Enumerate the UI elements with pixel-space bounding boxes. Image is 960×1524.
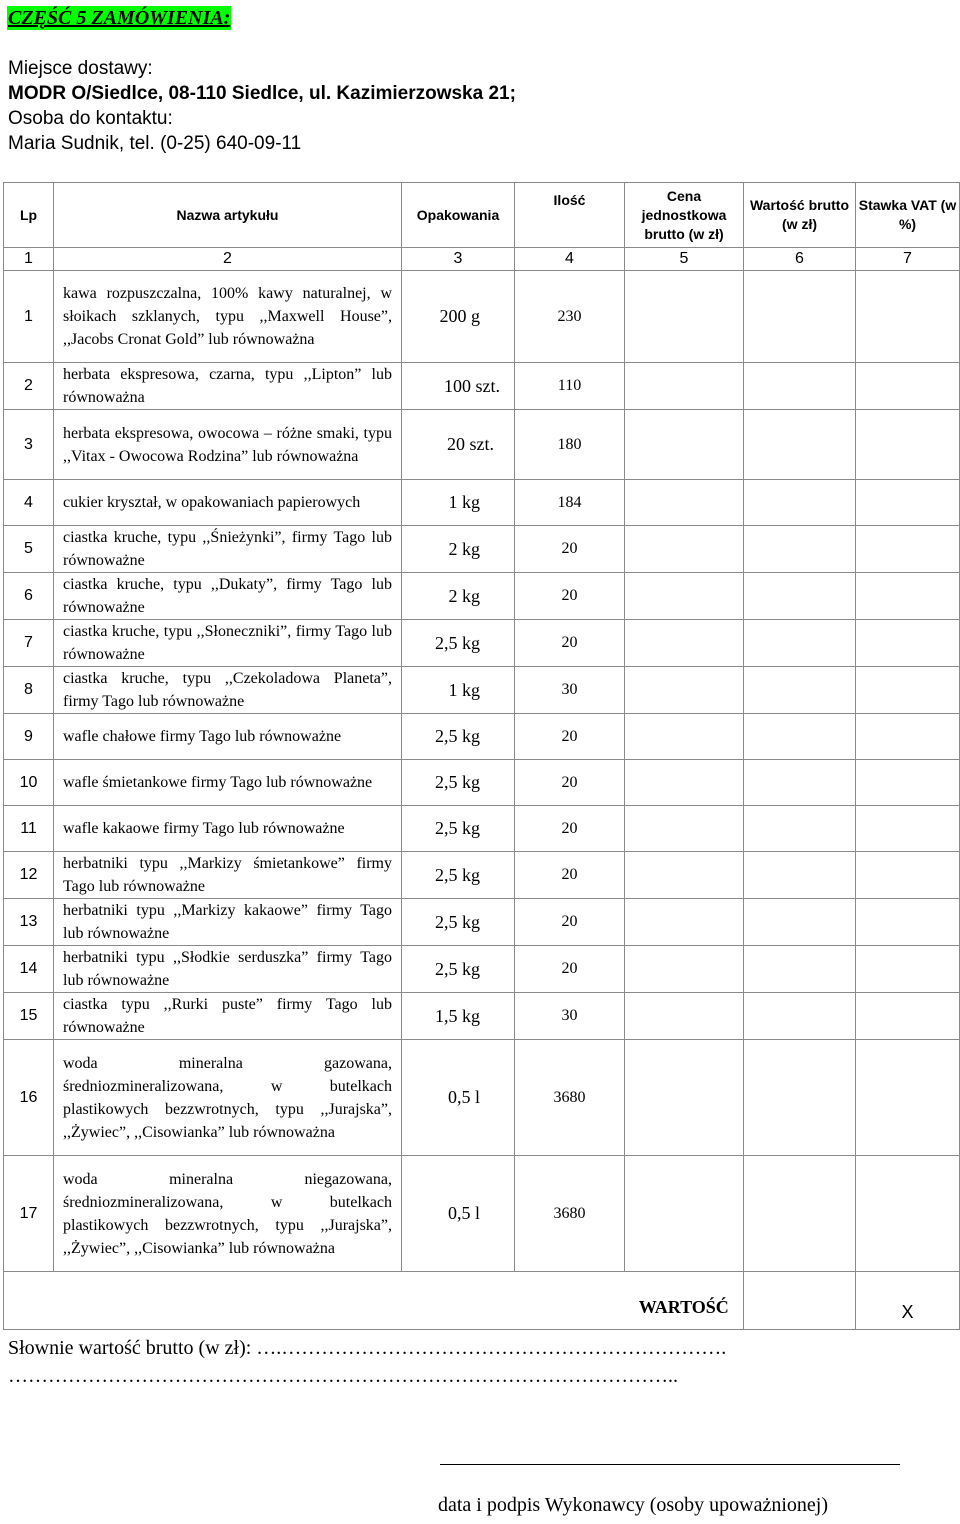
row-pack: 1 kg [402,667,515,714]
signature-label: data i podpis Wykonawcy (osoby upoważnionej) [438,1494,829,1516]
row-pack: 0,5 l [402,1156,515,1272]
row-qty: 184 [515,480,625,526]
row-gross-value[interactable] [744,852,856,899]
row-lp: 16 [4,1040,54,1156]
row-qty: 20 [515,899,625,946]
row-vat[interactable] [856,946,960,993]
row-lp: 5 [4,526,54,573]
row-gross-value[interactable] [744,573,856,620]
row-unit-price[interactable] [625,806,744,852]
header-name: Nazwa artykułu [54,183,402,248]
row-unit-price[interactable] [625,852,744,899]
column-number: 3 [402,248,515,271]
delivery-info [8,56,516,156]
row-unit-price[interactable] [625,760,744,806]
row-gross-value[interactable] [744,620,856,667]
total-spacer [4,1272,625,1330]
column-number: 1 [4,248,54,271]
total-value[interactable] [744,1272,856,1330]
row-name: herbata ekspresowa, czarna, typu ,,Lipton” lub równoważna [54,363,402,410]
row-qty: 3680 [515,1156,625,1272]
row-vat[interactable] [856,363,960,410]
row-vat[interactable] [856,480,960,526]
table-row [4,1040,960,1156]
row-name: wafle śmietankowe firmy Tago lub równoważne [54,760,402,806]
row-qty: 20 [515,760,625,806]
row-qty: 110 [515,363,625,410]
row-vat[interactable] [856,852,960,899]
row-vat[interactable] [856,1040,960,1156]
part-title: CZĘŚĆ 5 ZAMÓWIENIA: [8,7,231,29]
table-row [4,363,960,410]
row-name: woda mineralna gazowana, średniozmineralizowana, w butelkach plastikowych bezzwrotnych, typu ,,Jurajska”, ,,Żywiec”, ,,Cisowianka” lub równoważna [54,1040,402,1156]
header-qty: Ilość [515,183,625,248]
row-pack: 2 kg [402,526,515,573]
row-vat[interactable] [856,806,960,852]
row-gross-value[interactable] [744,1156,856,1272]
row-qty: 20 [515,714,625,760]
row-pack: 2,5 kg [402,946,515,993]
column-number: 7 [856,248,960,271]
table-row [4,899,960,946]
row-unit-price[interactable] [625,410,744,480]
row-lp: 1 [4,271,54,363]
row-gross-value[interactable] [744,714,856,760]
row-unit-price[interactable] [625,480,744,526]
row-name: ciastka kruche, typu ,,Dukaty”, firmy Tago lub równoważne [54,573,402,620]
total-vat-mark: X [856,1272,960,1330]
row-lp: 10 [4,760,54,806]
row-lp: 12 [4,852,54,899]
row-name: woda mineralna niegazowana, średniozmineralizowana, w butelkach plastikowych bezzwrotnych, typu ,,Jurajska”, ,,Żywiec”, ,,Cisowianka” lub równoważna [54,1156,402,1272]
row-unit-price[interactable] [625,899,744,946]
delivery-address: MODR O/Siedlce, 08-110 Siedlce, ul. Kazimierzowska 21; [8,83,516,104]
contact-person: Maria Sudnik, tel. (0-25) 640-09-11 [8,133,302,154]
row-pack: 2,5 kg [402,620,515,667]
header-vat: Stawka VAT (w %) [856,183,960,248]
signature-line [440,1464,900,1465]
row-gross-value[interactable] [744,667,856,714]
table-row [4,271,960,363]
row-gross-value[interactable] [744,806,856,852]
row-pack: 2,5 kg [402,806,515,852]
row-lp: 6 [4,573,54,620]
row-pack: 100 szt. [402,363,515,410]
total-label: WARTOŚĆ [625,1272,744,1330]
row-unit-price[interactable] [625,1156,744,1272]
row-vat[interactable] [856,667,960,714]
row-qty: 30 [515,667,625,714]
row-lp: 2 [4,363,54,410]
row-qty: 20 [515,526,625,573]
row-qty: 20 [515,573,625,620]
row-lp: 13 [4,899,54,946]
row-vat[interactable] [856,573,960,620]
row-lp: 9 [4,714,54,760]
table-row [4,760,960,806]
column-number: 4 [515,248,625,271]
row-qty: 3680 [515,1040,625,1156]
row-gross-value[interactable] [744,946,856,993]
table-row [4,620,960,667]
row-name: herbatniki typu ,,Markizy kakaowe” firmy Tago lub równoważne [54,899,402,946]
amount-in-words: Słownie wartość brutto (w zł): ….…………………………………………………………. [8,1337,727,1359]
row-gross-value[interactable] [744,410,856,480]
row-gross-value[interactable] [744,1040,856,1156]
table-row [4,714,960,760]
row-pack: 200 g [402,271,515,363]
row-lp: 11 [4,806,54,852]
row-unit-price[interactable] [625,363,744,410]
table-row [4,993,960,1040]
column-number: 5 [625,248,744,271]
row-gross-value[interactable] [744,363,856,410]
row-unit-price[interactable] [625,993,744,1040]
row-vat[interactable] [856,760,960,806]
column-number-row [4,248,960,271]
row-lp: 8 [4,667,54,714]
row-gross-value[interactable] [744,271,856,363]
header-row [4,183,960,248]
row-pack: 1,5 kg [402,993,515,1040]
amount-in-words-continuation: ……………………………………………………………………………………….. [8,1365,678,1387]
row-lp: 15 [4,993,54,1040]
row-lp: 7 [4,620,54,667]
table-row [4,1156,960,1272]
header-unit-price: Cena jednostkowa brutto (w zł) [625,183,744,248]
row-vat[interactable] [856,410,960,480]
row-gross-value[interactable] [744,899,856,946]
row-vat[interactable] [856,993,960,1040]
row-unit-price[interactable] [625,620,744,667]
row-name: wafle kakaowe firmy Tago lub równoważne [54,806,402,852]
row-unit-price[interactable] [625,526,744,573]
row-name: ciastka kruche, typu ,,Śnieżynki”, firmy Tago lub równoważne [54,526,402,573]
row-qty: 230 [515,271,625,363]
row-vat[interactable] [856,714,960,760]
header-pack: Opakowania [402,183,515,248]
row-qty: 20 [515,806,625,852]
row-lp: 3 [4,410,54,480]
row-gross-value[interactable] [744,526,856,573]
table-row [4,946,960,993]
row-unit-price[interactable] [625,667,744,714]
row-pack: 20 szt. [402,410,515,480]
row-lp: 14 [4,946,54,993]
row-gross-value[interactable] [744,993,856,1040]
row-pack: 0,5 l [402,1040,515,1156]
table-row [4,806,960,852]
row-lp: 4 [4,480,54,526]
row-name: kawa rozpuszczalna, 100% kawy naturalnej, w słoikach szklanych, typu ,,Maxwell House”, ,,Jacobs Cronat Gold” lub równoważna [54,271,402,363]
row-qty: 20 [515,620,625,667]
row-qty: 30 [515,993,625,1040]
table-row [4,667,960,714]
column-number: 2 [54,248,402,271]
row-gross-value[interactable] [744,760,856,806]
table-row [4,573,960,620]
row-unit-price[interactable] [625,573,744,620]
row-unit-price[interactable] [625,1040,744,1156]
header-lp: Lp [4,183,54,248]
row-name: ciastka typu ,,Rurki puste” firmy Tago lub równoważne [54,993,402,1040]
order-table [3,182,960,1330]
row-gross-value[interactable] [744,480,856,526]
row-pack: 2 kg [402,573,515,620]
row-pack: 2,5 kg [402,760,515,806]
row-vat[interactable] [856,526,960,573]
row-unit-price[interactable] [625,714,744,760]
table-row [4,852,960,899]
row-name: herbatniki typu ,,Markizy śmietankowe” firmy Tago lub równoważne [54,852,402,899]
contact-label: Osoba do kontaktu: [8,108,173,129]
row-qty: 20 [515,946,625,993]
row-unit-price[interactable] [625,271,744,363]
row-qty: 180 [515,410,625,480]
row-vat[interactable] [856,899,960,946]
delivery-label: Miejsce dostawy: [8,58,153,79]
row-name: cukier kryształ, w opakowaniach papierowych [54,480,402,526]
row-vat[interactable] [856,271,960,363]
row-vat[interactable] [856,1156,960,1272]
table-row [4,480,960,526]
row-pack: 1 kg [402,480,515,526]
row-lp: 17 [4,1156,54,1272]
row-unit-price[interactable] [625,946,744,993]
table-row [4,410,960,480]
row-name: ciastka kruche, typu ,,Czekoladowa Planeta”, firmy Tago lub równoważne [54,667,402,714]
row-vat[interactable] [856,620,960,667]
row-name: wafle chałowe firmy Tago lub równoważne [54,714,402,760]
row-pack: 2,5 kg [402,852,515,899]
column-number: 6 [744,248,856,271]
table-row [4,526,960,573]
row-name: ciastka kruche, typu ,,Słoneczniki”, firmy Tago lub równoważne [54,620,402,667]
header-gross-value: Wartość brutto (w zł) [744,183,856,248]
row-pack: 2,5 kg [402,899,515,946]
row-name: herbatniki typu ,,Słodkie serduszka” firmy Tago lub równoważne [54,946,402,993]
row-pack: 2,5 kg [402,714,515,760]
row-name: herbata ekspresowa, owocowa – różne smaki, typu ,,Vitax - Owocowa Rodzina” lub równoważna [54,410,402,480]
row-qty: 20 [515,852,625,899]
total-row [4,1272,960,1330]
